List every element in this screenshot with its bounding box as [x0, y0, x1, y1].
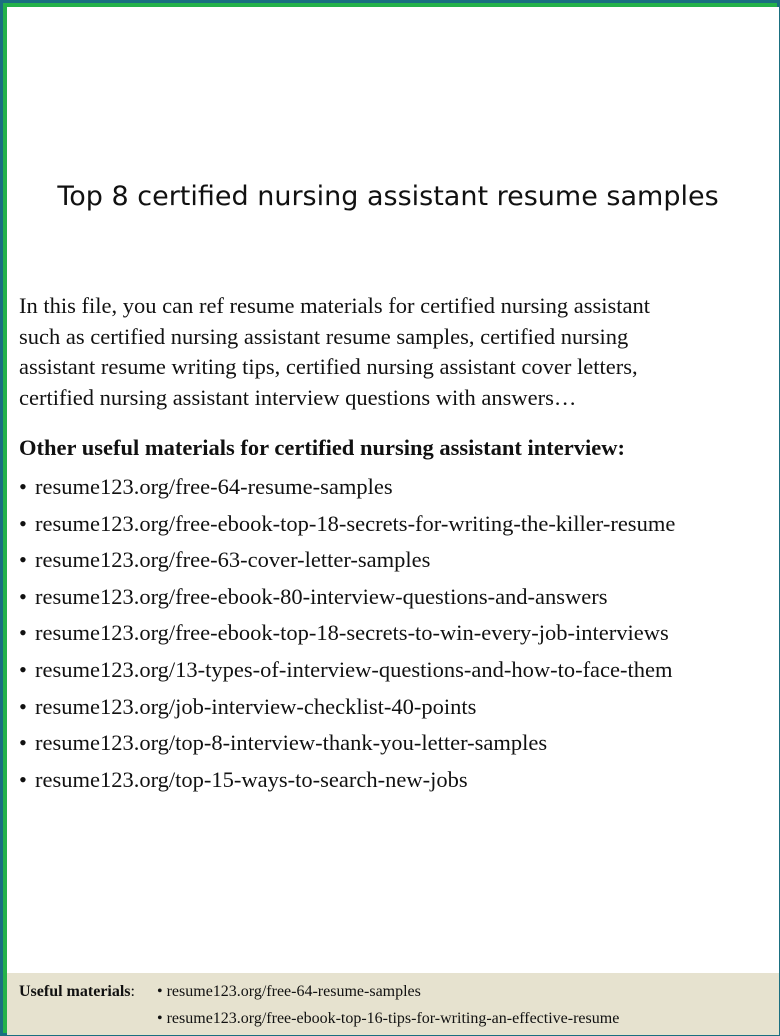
intro-line: assistant resume writing tips, certified nursing assistant cover letters,	[19, 354, 638, 379]
link-text[interactable]: resume123.org/13-types-of-interview-questions-and-how-to-face-them	[35, 656, 673, 682]
intro-line: certified nursing assistant interview questions with answers…	[19, 384, 577, 410]
link-text[interactable]: resume123.org/free-ebook-top-18-secrets-for-writing-the-killer-resume	[35, 510, 676, 536]
footer-label-text: Useful materials	[19, 983, 131, 1000]
footer-separator: :	[130, 983, 135, 1000]
bullet: •	[19, 510, 27, 536]
link-text[interactable]: resume123.org/free-64-resume-samples	[35, 474, 393, 499]
list-item	[19, 655, 675, 692]
list-item	[19, 692, 675, 729]
link-text[interactable]: resume123.org/free-63-cover-letter-samples	[35, 547, 431, 573]
bullet: •	[19, 730, 27, 756]
list-item	[19, 618, 675, 655]
bullet: •	[19, 620, 27, 646]
list-item	[19, 472, 675, 509]
bullet: •	[19, 656, 27, 682]
bullet: •	[19, 474, 27, 499]
list-item	[19, 509, 675, 546]
bullet: •	[19, 547, 27, 573]
materials-heading: Other useful materials for certified nursing assistant interview:	[19, 435, 625, 460]
link-text[interactable]: resume123.org/top-8-interview-thank-you-letter-samples	[35, 730, 548, 756]
link-text[interactable]: resume123.org/job-interview-checklist-40-points	[35, 693, 477, 719]
link-text[interactable]: resume123.org/free-ebook-80-interview-questions-and-answers	[35, 583, 608, 609]
footer-link[interactable]: • resume123.org/free-ebook-top-16-tips-for-writing-an-effective-resume	[157, 1010, 620, 1027]
bullet: •	[19, 766, 27, 792]
footer-bar	[7, 973, 779, 1035]
document-page	[7, 7, 779, 1035]
list-item	[19, 545, 675, 582]
list-item	[19, 765, 675, 802]
list-item	[19, 582, 675, 619]
intro-line: such as certified nursing assistant resume samples, certified nursing	[19, 323, 629, 349]
link-text[interactable]: resume123.org/top-15-ways-to-search-new-jobs	[35, 766, 468, 792]
list-item	[19, 728, 675, 765]
bullet: •	[19, 693, 27, 719]
link-text[interactable]: resume123.org/free-ebook-top-18-secrets-to-win-every-job-interviews	[35, 620, 669, 646]
footer-label	[19, 983, 135, 1001]
materials-list	[19, 472, 675, 801]
intro-line: In this file, you can ref resume materials for certified nursing assistant	[19, 293, 651, 318]
footer-link[interactable]: • resume123.org/free-64-resume-samples	[157, 983, 421, 1000]
bullet: •	[19, 583, 27, 609]
page-title: Top 8 certified nursing assistant resume samples	[57, 181, 719, 212]
intro-paragraph	[19, 291, 771, 413]
